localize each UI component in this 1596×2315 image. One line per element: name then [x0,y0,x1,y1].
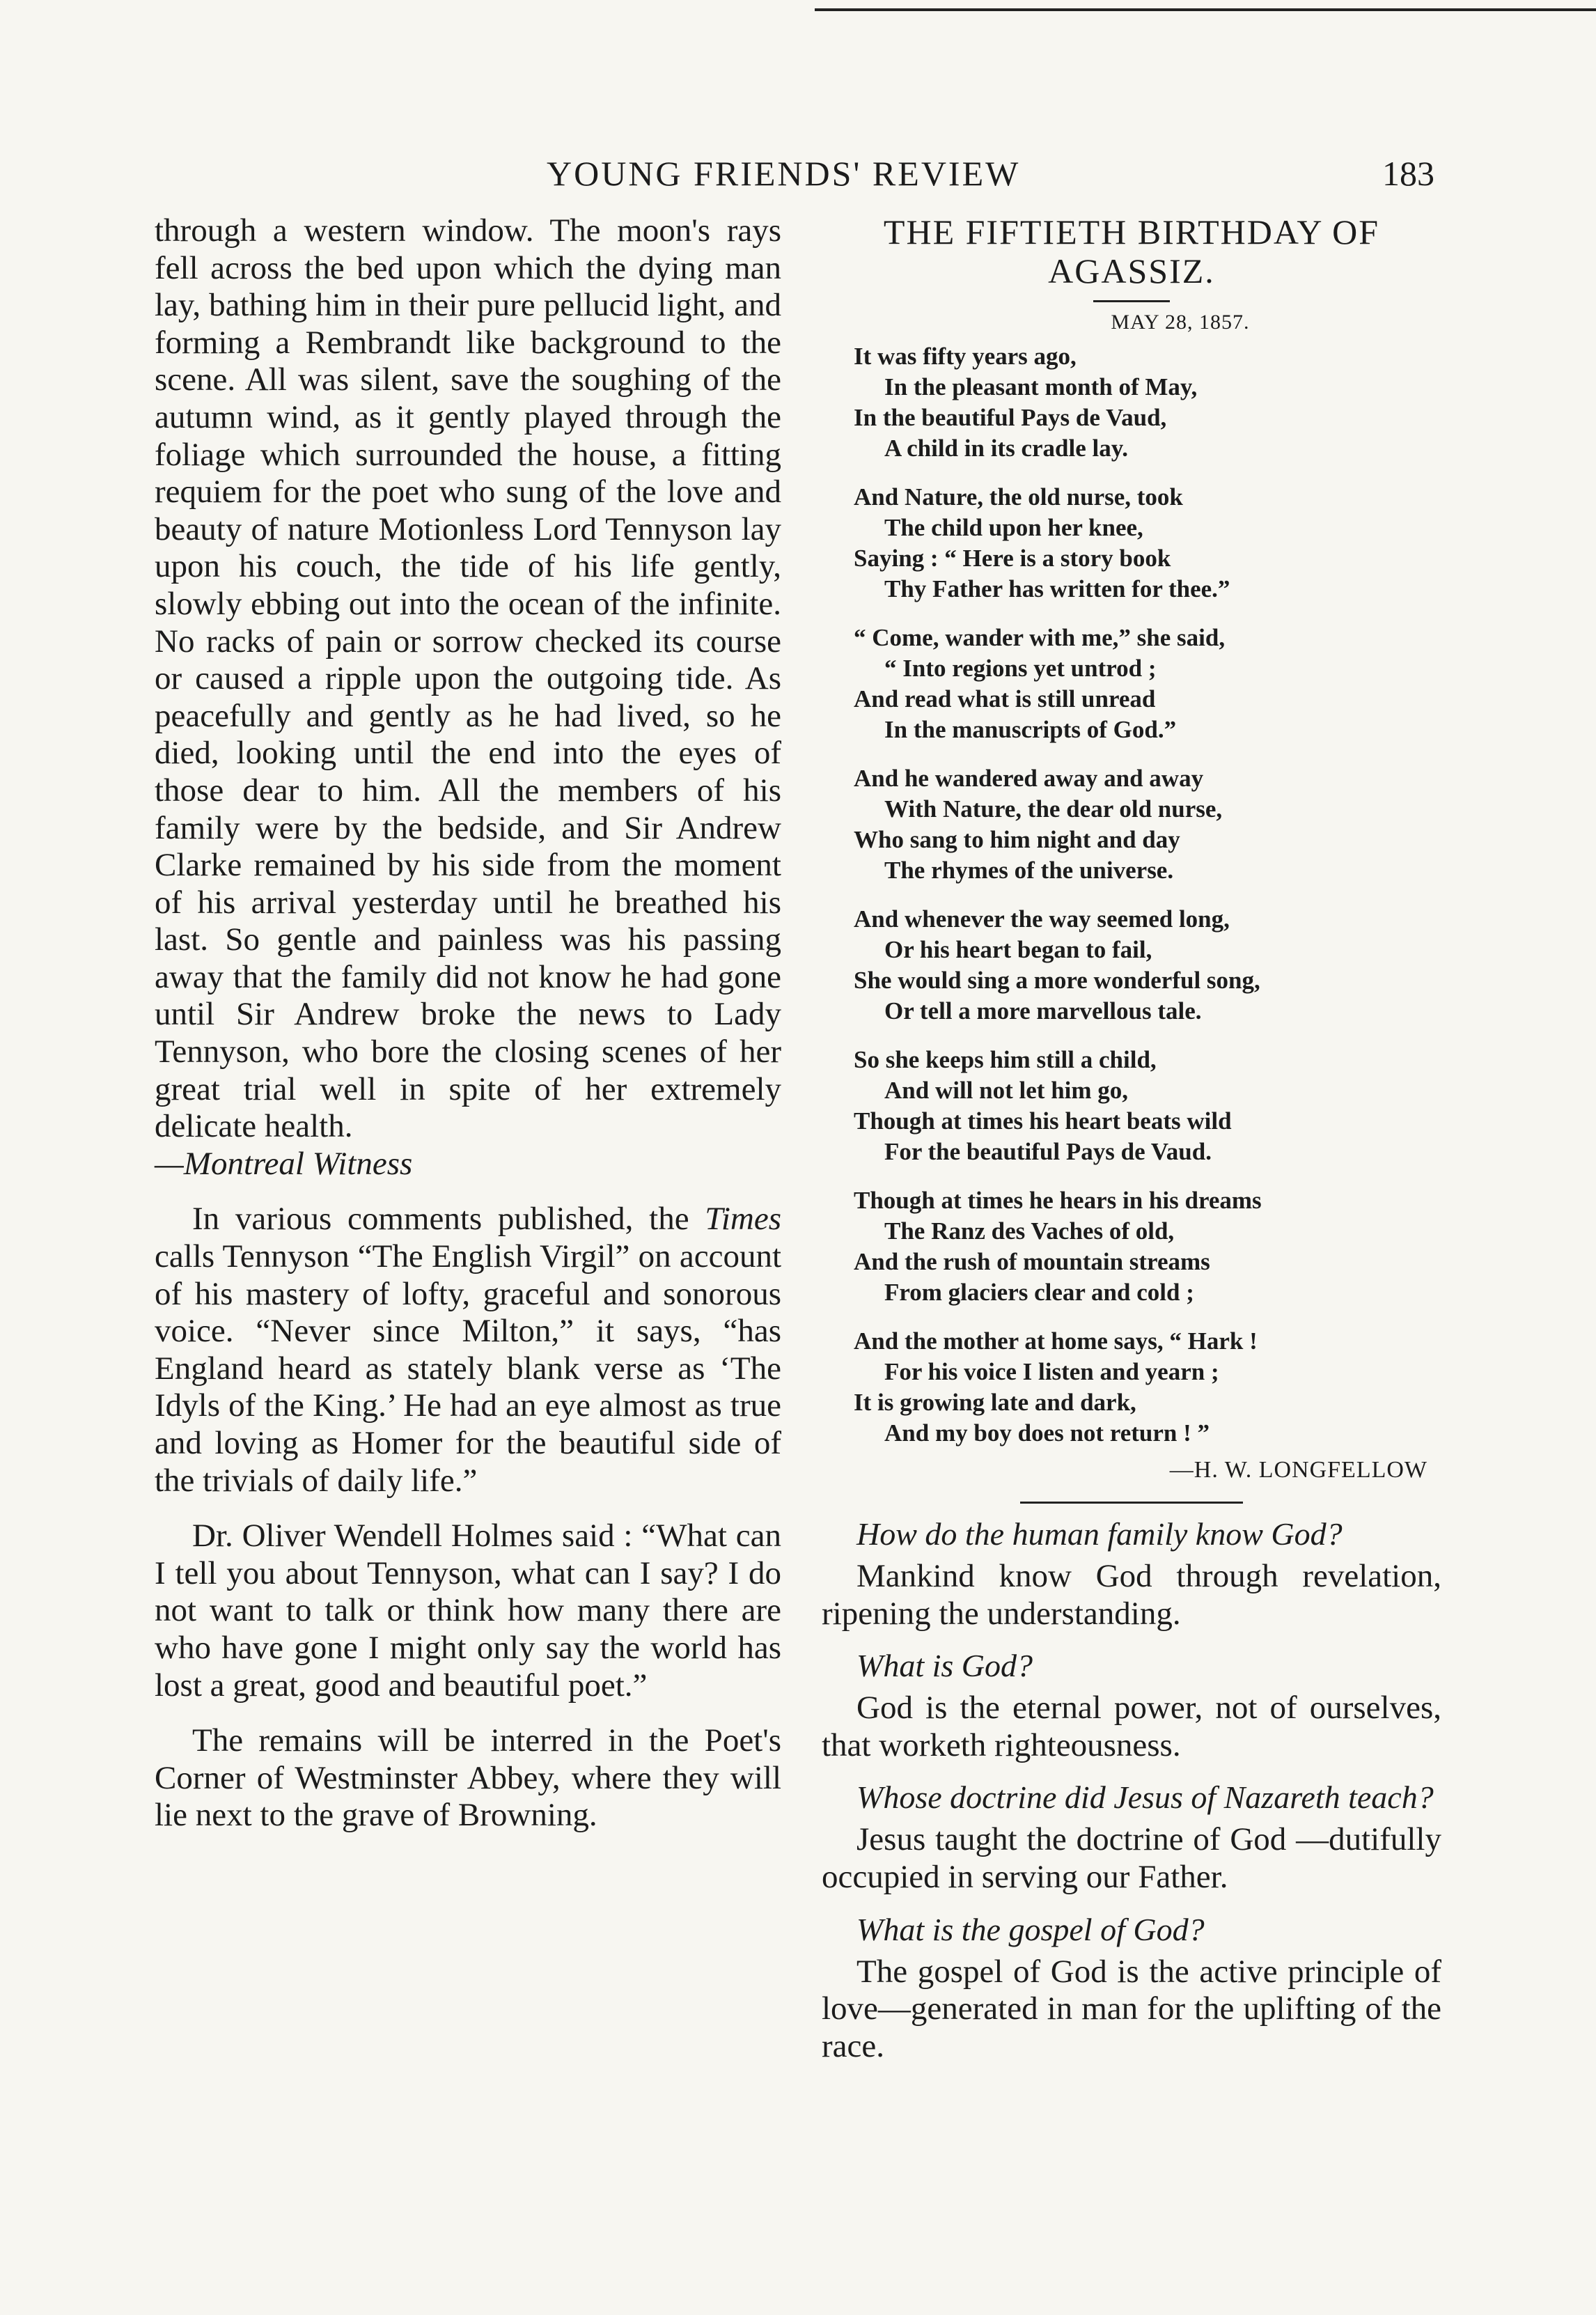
paragraph-interment: The remains will be interred in the Poet's Corner of Westminster Abbey, where they will lie next to the grave of Browning. [155,1722,781,1834]
poem-stanza [854,904,1441,1027]
poem-line: And will not let him go, [884,1077,1129,1104]
title-rule [1093,300,1170,302]
poem-line: In the pleasant month of May, [884,373,1198,400]
catechism-answer: God is the eternal power, not of ourselves, that worketh righteousness. [822,1690,1441,1763]
running-header [160,153,1434,195]
poem-line: And whenever the way seemed long, [854,905,1230,933]
poem-stanza [854,482,1441,605]
poem-line: So she keeps him still a child, [854,1046,1157,1073]
poem-stanza [854,623,1441,745]
poem-line: With Nature, the dear old nurse, [884,795,1223,823]
poem-stanza [854,1185,1441,1308]
top-rule [815,8,1596,11]
poem-body [822,341,1441,1449]
poem-line: And the mother at home says, “ Hark ! [854,1327,1258,1355]
catechism-answer: Jesus taught the doctrine of God —dutifully occupied in serving our Father. [822,1821,1441,1895]
paragraph-times-rest: calls Tennyson “The English Virgil” on account of his mastery of lofty, graceful and sonorous voice. “Never since Milton,” it says, “has England heard as stately blank verse as ‘The Idyls of the King.’ He had an eye almost as true and loving as Homer for the beautiful side of the trivials of daily life.” [155,1238,781,1499]
paragraph-tennyson-death: through a western window. The moon's rays fell across the bed upon which the dying man lay, bathing him in their pure pellucid light, and forming a Rembrandt like background to the scene. All was silent, save the soughing of the autumn wind, as it gently played through the foliage which surrounded the house, a fitting requiem for the poet who sung of the love and beauty of nature Motionless Lord Tennyson lay upon his couch, the tide of his life gently, slowly ebbing out into the ocean of the infinite. No racks of pain or sorrow checked its course or caused a ripple upon the outgoing tide. As peacefully and gently as he had lived, so he died, looking until the end into the eyes of those dear to him. All the members of his family were by the bedside, and Sir Andrew Clarke remained by his side from the moment of his arrival yesterday until he breathed his last. So gentle and painless was his passing away that the family did not know he had gone until Sir Andrew broke the news to Lady Tennyson, who bore the closing scenes of her great trial well in spite of her extremely delicate health. [155,212,781,1145]
poem-line: She would sing a more wonderful song, [854,967,1260,994]
paragraph-times-lead: In various comments published, the [192,1201,689,1238]
journal-title: YOUNG FRIENDS' REVIEW [547,154,1021,193]
poem-line: For his voice I listen and yearn ; [884,1358,1219,1385]
section-rule [1020,1502,1243,1504]
poem-line: It is growing late and dark, [854,1389,1136,1416]
poem-line: In the manuscripts of God.” [884,716,1177,743]
poem-date: MAY 28, 1857. [1111,311,1250,334]
poem-stanza [854,341,1441,464]
poem-line: And my boy does not return ! ” [884,1419,1210,1447]
poem-line: Though at times he hears in his dreams [854,1187,1262,1214]
poem-stanza [854,763,1441,886]
poem-line: In the beautiful Pays de Vaud, [854,404,1167,431]
catechism [822,1516,1441,2065]
poem-line: “ Into regions yet untrod ; [884,655,1157,682]
catechism-question: What is the gospel of God? [856,1911,1205,1947]
poem-line: A child in its cradle lay. [884,435,1129,462]
poem-line: And he wandered away and away [854,765,1204,792]
paragraph-holmes-quote: Dr. Oliver Wendell Holmes said : “What can I tell you about Tennyson, what can I say? I do not want to talk or think how many there are who have gone I might only say the world has lost a great, good and beautiful poet.” [155,1518,781,1704]
left-column [155,212,781,1834]
poem-line: Saying : “ Here is a story book [854,545,1171,572]
source-credit: —Montreal Witness [155,1145,413,1182]
poem-line: The rhymes of the universe. [884,857,1174,884]
catechism-question: How do the human family know God? [856,1516,1343,1552]
times-title: Times [705,1201,781,1238]
catechism-answer: The gospel of God is the active principle of love—generated in man for the uplifting of the race. [822,1953,1441,2064]
page-number: 183 [1382,154,1434,193]
poem-line: “ Come, wander with me,” she said, [854,624,1226,651]
right-column [822,212,1441,2065]
catechism-question: What is God? [856,1648,1033,1684]
poem-line: Who sang to him night and day [854,826,1180,853]
poem-line: And Nature, the old nurse, took [854,483,1183,510]
paragraph-times-comment [155,1201,781,1499]
poem-line: Or tell a more marvellous tale. [884,997,1202,1024]
poem-line: The Ranz des Vaches of old, [884,1217,1175,1245]
poem-line: Though at times his heart beats wild [854,1107,1232,1135]
poem-author: —H. W. LONGFELLOW [1169,1457,1427,1483]
poem-line: For the beautiful Pays de Vaud. [884,1138,1212,1165]
poem-line: Or his heart began to fail, [884,936,1152,963]
poem-line: And the rush of mountain streams [854,1248,1210,1275]
poem-stanza [854,1326,1441,1449]
poem-title: THE FIFTIETH BIRTHDAY OF AGASSIZ. [883,212,1380,290]
catechism-question: Whose doctrine did Jesus of Nazareth teach? [856,1779,1434,1816]
catechism-answer: Mankind know God through revelation, ripening the understanding. [822,1558,1441,1632]
poem-stanza [854,1045,1441,1167]
poem-line: It was fifty years ago, [854,343,1077,370]
poem-line: The child upon her knee, [884,514,1143,541]
poem-line: And read what is still unread [854,685,1156,712]
poem-line: Thy Father has written for thee.” [884,575,1230,602]
poem-line: From glaciers clear and cold ; [884,1279,1194,1306]
